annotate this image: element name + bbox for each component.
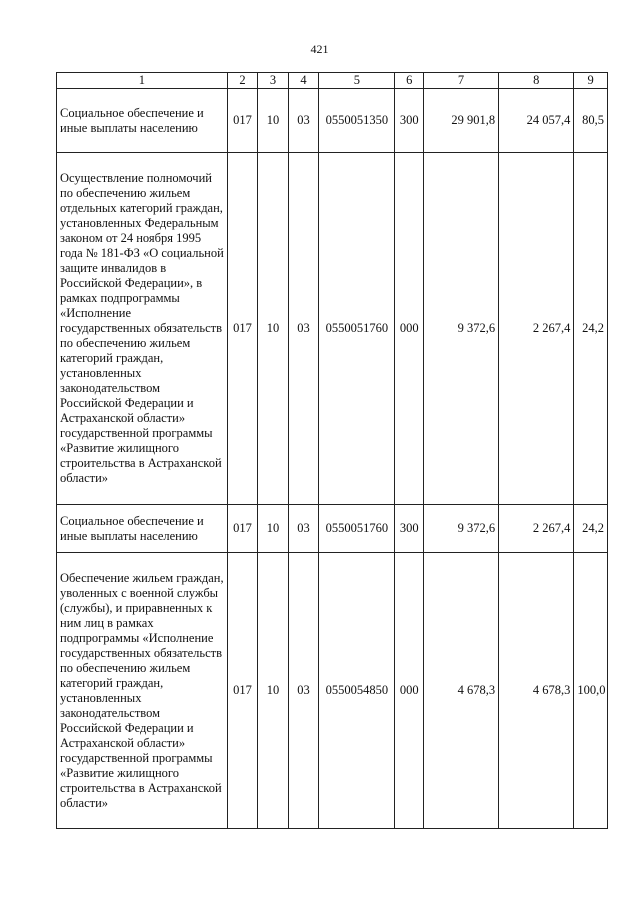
cell-col9: 24,2 bbox=[574, 505, 608, 553]
cell-col5: 0550051350 bbox=[319, 89, 395, 153]
cell-col4: 03 bbox=[288, 89, 318, 153]
cell-col6: 000 bbox=[395, 153, 423, 505]
cell-col7: 4 678,3 bbox=[423, 553, 498, 829]
cell-col2: 017 bbox=[227, 89, 257, 153]
table-header-row bbox=[57, 73, 608, 89]
cell-col3: 10 bbox=[258, 505, 288, 553]
column-header: 1 bbox=[57, 73, 228, 89]
cell-col6: 000 bbox=[395, 553, 423, 829]
column-header: 2 bbox=[227, 73, 257, 89]
cell-col6: 300 bbox=[395, 505, 423, 553]
column-header: 8 bbox=[499, 73, 574, 89]
cell-col2: 017 bbox=[227, 553, 257, 829]
cell-col8: 24 057,4 bbox=[499, 89, 574, 153]
cell-col6: 300 bbox=[395, 89, 423, 153]
cell-col9: 100,0 bbox=[574, 553, 608, 829]
page-number: 421 bbox=[310, 42, 329, 56]
column-header: 9 bbox=[574, 73, 608, 89]
cell-col7: 9 372,6 bbox=[423, 153, 498, 505]
cell-col8: 4 678,3 bbox=[499, 553, 574, 829]
table-row bbox=[57, 89, 608, 153]
cell-col5: 0550051760 bbox=[319, 153, 395, 505]
column-header: 3 bbox=[258, 73, 288, 89]
cell-col4: 03 bbox=[288, 553, 318, 829]
cell-col7: 29 901,8 bbox=[423, 89, 498, 153]
cell-col5: 0550054850 bbox=[319, 553, 395, 829]
cell-col4: 03 bbox=[288, 505, 318, 553]
column-header: 6 bbox=[395, 73, 423, 89]
cell-col3: 10 bbox=[258, 553, 288, 829]
row-description: Социальное обеспечение и иные выплаты населению bbox=[57, 89, 228, 153]
cell-col4: 03 bbox=[288, 153, 318, 505]
column-header: 5 bbox=[319, 73, 395, 89]
cell-col7: 9 372,6 bbox=[423, 505, 498, 553]
cell-col5: 0550051760 bbox=[319, 505, 395, 553]
row-description: Обеспечение жильем граждан, уволенных с военной службы (службы), и приравненных к ним лиц в рамках подпрограммы «Исполнение государственных обязательств по обеспечению жильем категорий граждан, установленных законодательством Российской Федерации и Астраханской области» государственной программы «Развитие жилищного строительства в Астраханской области» bbox=[57, 553, 228, 829]
row-description: Социальное обеспечение и иные выплаты населению bbox=[57, 505, 228, 553]
cell-col9: 80,5 bbox=[574, 89, 608, 153]
cell-col2: 017 bbox=[227, 505, 257, 553]
cell-col9: 24,2 bbox=[574, 153, 608, 505]
table-row bbox=[57, 153, 608, 505]
column-header: 4 bbox=[288, 73, 318, 89]
cell-col3: 10 bbox=[258, 89, 288, 153]
row-description: Осуществление полномочий по обеспечению жильем отдельных категорий граждан, установленных Федеральным законом от 24 ноября 1995 года № 181-ФЗ «О социальной защите инвалидов в Российской Федерации», в рамках подпрограммы «Исполнение государственных обязательств по обеспечению жильем категорий граждан, установленных законодательством Российской Федерации и Астраханской области» государственной программы «Развитие жилищного строительства в Астраханской области» bbox=[57, 153, 228, 505]
table-row bbox=[57, 553, 608, 829]
cell-col8: 2 267,4 bbox=[499, 505, 574, 553]
cell-col8: 2 267,4 bbox=[499, 153, 574, 505]
cell-col2: 017 bbox=[227, 153, 257, 505]
cell-col3: 10 bbox=[258, 153, 288, 505]
table-row bbox=[57, 505, 608, 553]
budget-table bbox=[56, 72, 608, 829]
column-header: 7 bbox=[423, 73, 498, 89]
